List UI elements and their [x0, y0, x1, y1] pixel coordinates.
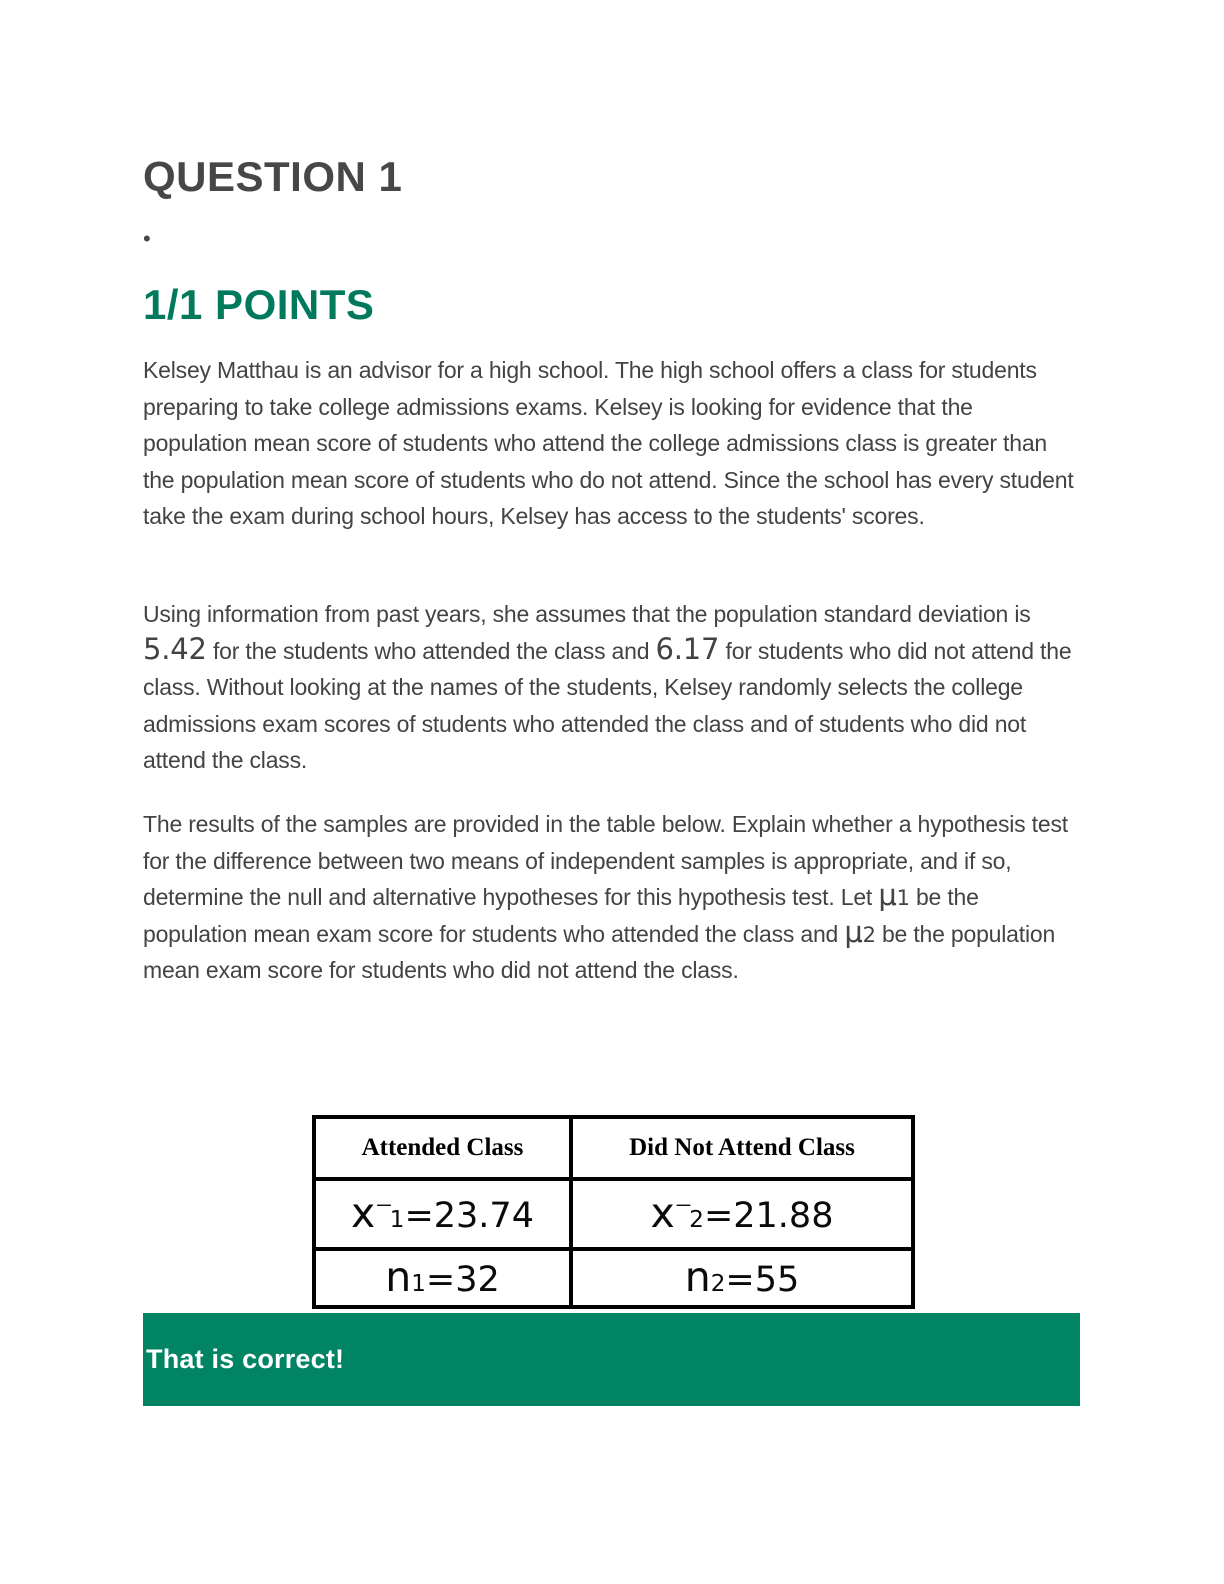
xbar2-subscript: 2	[689, 1206, 704, 1233]
n2-cell	[571, 1249, 913, 1307]
p3-text-1: The results of the samples are provided in the table below. Explain whether a hypothesis test for the difference between two means of independent samples is appropriate, and if so, determine the null and alternative hypotheses for this hypothesis test. Let	[143, 811, 1068, 910]
xbar2-variable: x	[650, 1188, 675, 1237]
problem-paragraph-2	[143, 596, 1083, 779]
table-header-did-not-attend: Did Not Attend Class	[571, 1117, 913, 1179]
p2-text-3: for students who did not attend the class. Without looking at the names of the students, Kelsey randomly selects the college admissions exam scores of students who attended the class and of students who did not attend the class.	[143, 637, 1072, 773]
xbar2-overbar: ---	[675, 1193, 690, 1215]
question-heading: QUESTION 1	[143, 153, 403, 200]
n1-cell	[314, 1249, 571, 1307]
stddev-attended-value: 5.42	[143, 631, 207, 666]
xbar1-overbar: ---	[376, 1193, 390, 1215]
correct-banner-text: That is correct!	[146, 1344, 345, 1374]
mu2-subscript: 2	[862, 922, 876, 947]
n1-value: =32	[425, 1259, 500, 1300]
points-heading: 1/1 POINTS	[143, 281, 375, 328]
table-header-row	[314, 1117, 913, 1179]
p3-text-2: be the population mean exam score for students who attended the class and	[143, 884, 979, 947]
p3-text-3: be the population mean exam score for students who did not attend the class.	[143, 920, 1056, 983]
n2-subscript: 2	[710, 1270, 726, 1297]
n1-subscript: 1	[411, 1270, 426, 1297]
list-bullet: •	[143, 226, 151, 251]
xbar1-subscript: 1	[389, 1206, 405, 1233]
xbar1-value: =23.74	[404, 1195, 534, 1236]
problem-paragraph-3	[143, 806, 1083, 989]
n1-variable: n	[385, 1252, 412, 1301]
n2-variable: n	[684, 1252, 711, 1301]
xbar1-variable: x	[351, 1188, 376, 1237]
stddev-not-attended-value: 6.17	[655, 631, 720, 666]
mu2-symbol: μ	[844, 914, 863, 949]
table-row-sample-means	[314, 1179, 913, 1249]
xbar2-value: =21.88	[703, 1195, 834, 1236]
results-table	[312, 1115, 915, 1309]
xbar2-cell	[571, 1179, 913, 1249]
table-header-attended: Attended Class	[314, 1117, 571, 1179]
p2-text-2: for the students who attended the class and	[206, 637, 656, 664]
p2-text-1: Using information from past years, she assumes that the population standard deviation is	[143, 601, 1031, 627]
mu1-subscript: 1	[896, 886, 910, 910]
correct-banner	[143, 1313, 1080, 1406]
problem-paragraph-1: Kelsey Matthau is an advisor for a high school. The high school offers a class for students preparing to take college admissions exams. Kelsey is looking for evidence that the population mean score of students who attend the college admissions class is greater than the population mean score of students who do not attend. Since the school has every student take the exam during school hours, Kelsey has access to the students' scores.	[143, 357, 1074, 529]
table-row-sample-sizes	[314, 1249, 913, 1307]
n2-value: =55	[725, 1259, 800, 1300]
xbar1-cell	[314, 1179, 571, 1249]
mu1-symbol: μ	[878, 878, 897, 912]
